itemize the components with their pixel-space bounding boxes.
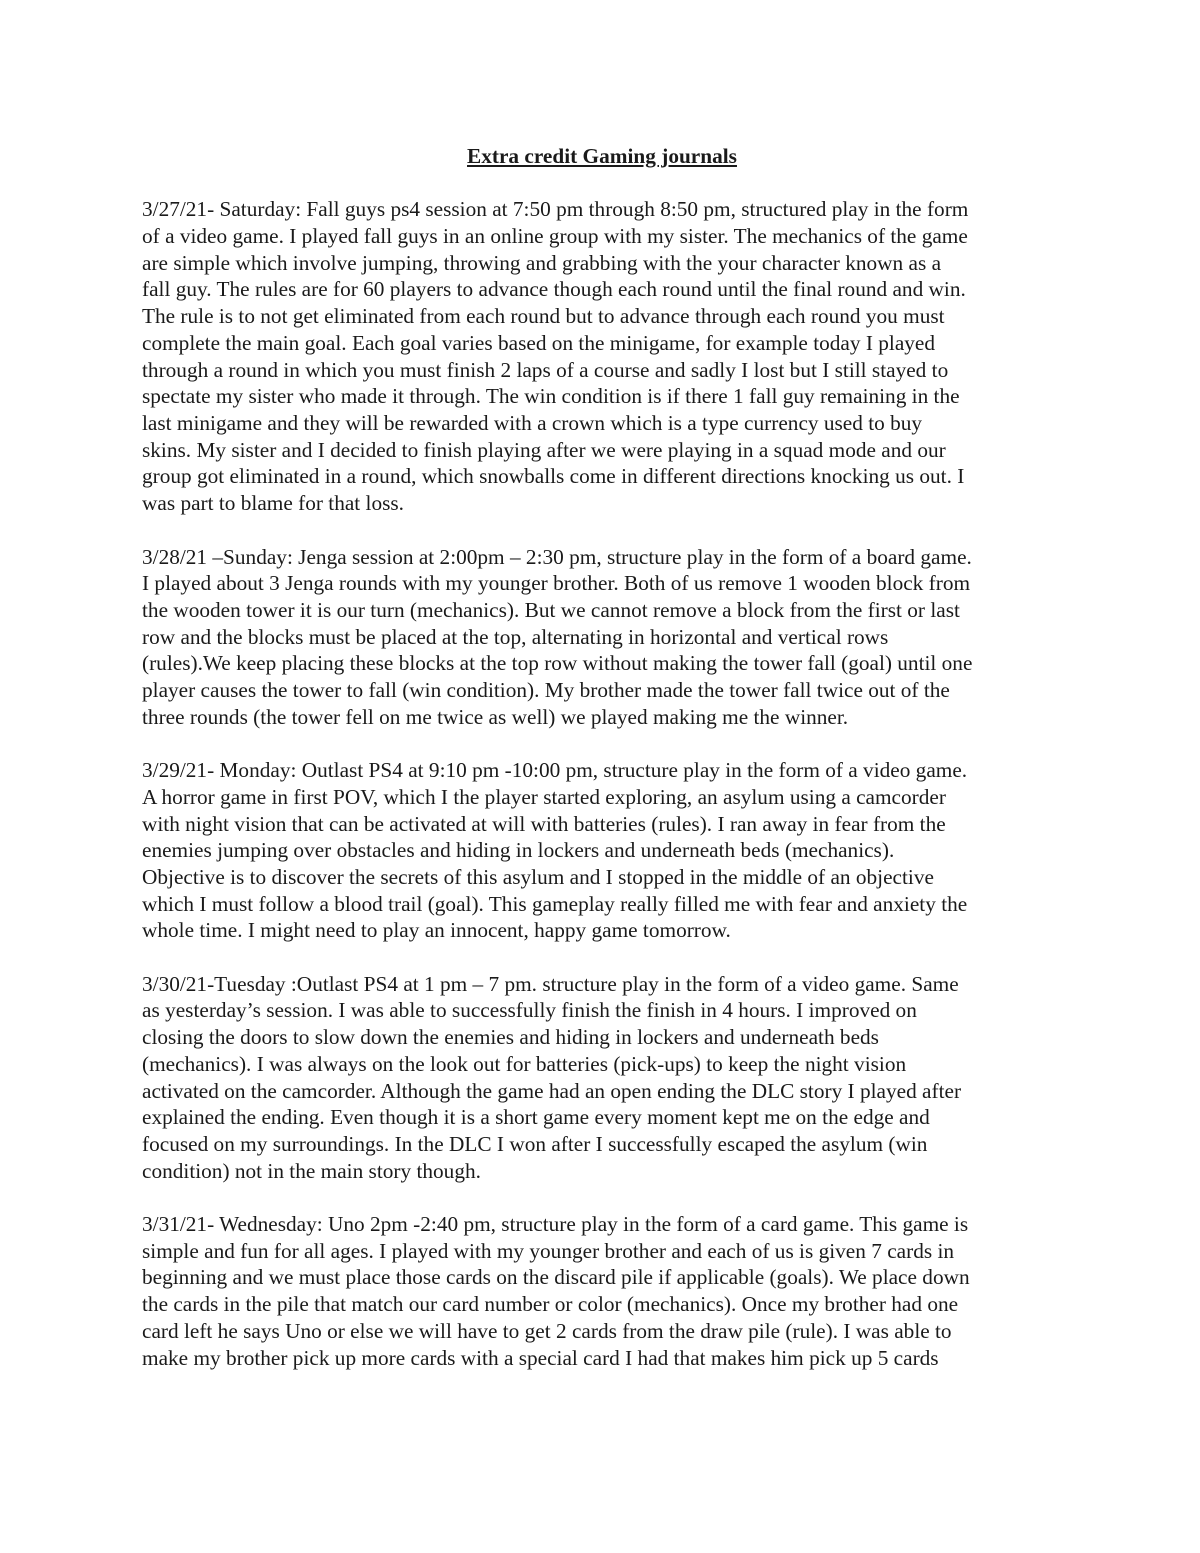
- document-title: Extra credit Gaming journals: [467, 144, 737, 168]
- entry-line: make my brother pick up more cards with a special card I had that makes him pick up 5 cards: [142, 1345, 939, 1370]
- entry-line: as yesterday’s session. I was able to successfully finish the finish in 4 hours. I improved on: [142, 998, 917, 1023]
- entry-line: enemies jumping over obstacles and hiding in lockers and underneath beds (mechanics).: [142, 838, 895, 863]
- entry-line: which I must follow a blood trail (goal). This gameplay really filled me with fear and anxiety the: [142, 891, 968, 916]
- entry-line: was part to blame for that loss.: [142, 491, 405, 516]
- entry-line: The rule is to not get eliminated from each round but to advance through each round you must: [142, 304, 945, 329]
- entry-line: through a round in which you must finish 2 laps of a course and sadly I lost but I still stayed to: [142, 357, 949, 382]
- entry-line: condition) not in the main story though.: [142, 1158, 481, 1183]
- journal-entry: [142, 196, 1062, 516]
- journal-entry: [142, 544, 1062, 731]
- entry-line: row and the blocks must be placed at the top, alternating in horizontal and vertical rows: [142, 624, 889, 649]
- entry-line: are simple which involve jumping, throwing and grabbing with the your character known as a: [142, 250, 942, 275]
- entry-line: beginning and we must place those cards on the discard pile if applicable (goals). We place down: [142, 1265, 970, 1290]
- entry-line: last minigame and they will be rewarded with a crown which is a type currency used to buy: [142, 411, 923, 435]
- entry-line: focused on my surroundings. In the DLC I won after I successfully escaped the asylum (win: [142, 1131, 928, 1156]
- entry-line: 3/27/21- Saturday: Fall guys ps4 session at 7:50 pm through 8:50 pm, structured play in the form: [142, 197, 969, 222]
- entry-line: whole time. I might need to play an innocent, happy game tomorrow.: [142, 918, 731, 943]
- journal-entry: [142, 971, 1062, 1185]
- journal-entry: [142, 1211, 1062, 1371]
- entry-line: player causes the tower to fall (win condition). My brother made the tower fall twice out of the: [142, 678, 950, 703]
- journal-entries: [142, 196, 1062, 1371]
- entry-line: card left he says Uno or else we will have to get 2 cards from the draw pile (rule). I was able to: [142, 1318, 952, 1343]
- entry-line: 3/30/21-Tuesday :Outlast PS4 at 1 pm – 7 pm. structure play in the form of a video game. Same: [142, 971, 959, 996]
- entry-line: (mechanics). I was always on the look out for batteries (pick-ups) to keep the night vision: [142, 1051, 907, 1076]
- entry-line: the cards in the pile that match our card number or color (mechanics). Once my brother had one: [142, 1292, 959, 1317]
- entry-line: of a video game. I played fall guys in an online group with my sister. The mechanics of the game: [142, 224, 968, 249]
- entry-line: with night vision that can be activated at will with batteries (rules). I ran away in fear from the: [142, 811, 946, 836]
- entry-line: complete the main goal. Each goal varies based on the minigame, for example today I played: [142, 330, 936, 355]
- entry-line: explained the ending. Even though it is a short game every moment kept me on the edge and: [142, 1105, 930, 1130]
- entry-line: the wooden tower it is our turn (mechanics). But we cannot remove a block from the first or last: [142, 597, 960, 622]
- entry-line: A horror game in first POV, which I the player started exploring, an asylum using a camcorder: [142, 784, 946, 809]
- entry-line: activated on the camcorder. Although the game had an open ending the DLC story I played after: [142, 1078, 962, 1103]
- journal-entry: [142, 757, 1062, 944]
- entry-line: spectate my sister who made it through. The win condition is if there 1 fall guy remaining in the: [142, 384, 960, 409]
- entry-line: 3/31/21- Wednesday: Uno 2pm -2:40 pm, structure play in the form of a card game. This game is: [142, 1212, 969, 1237]
- entry-line: skins. My sister and I decided to finish playing after we were playing in a squad mode and our: [142, 437, 946, 462]
- entry-line: Objective is to discover the secrets of this asylum and I stopped in the middle of an objective: [142, 864, 934, 889]
- entry-line: fall guy. The rules are for 60 players to advance though each round until the final round and win.: [142, 277, 966, 302]
- entry-line: (rules).We keep placing these blocks at the top row without making the tower fall (goal) until one: [142, 651, 973, 676]
- entry-line: three rounds (the tower fell on me twice as well) we played making me the winner.: [142, 704, 849, 729]
- entry-line: closing the doors to slow down the enemies and hiding in lockers and underneath beds: [142, 1025, 879, 1050]
- entry-line: 3/28/21 –Sunday: Jenga session at 2:00pm – 2:30 pm, structure play in the form of a board game.: [142, 544, 972, 569]
- entry-line: I played about 3 Jenga rounds with my younger brother. Both of us remove 1 wooden block from: [142, 571, 971, 596]
- entry-line: group got eliminated in a round, which snowballs come in different directions knocking us out. I: [142, 464, 965, 489]
- document-body: [142, 143, 1062, 1398]
- entry-line: 3/29/21- Monday: Outlast PS4 at 9:10 pm -10:00 pm, structure play in the form of a video game.: [142, 758, 968, 783]
- entry-line: simple and fun for all ages. I played with my younger brother and each of us is given 7 cards in: [142, 1238, 955, 1263]
